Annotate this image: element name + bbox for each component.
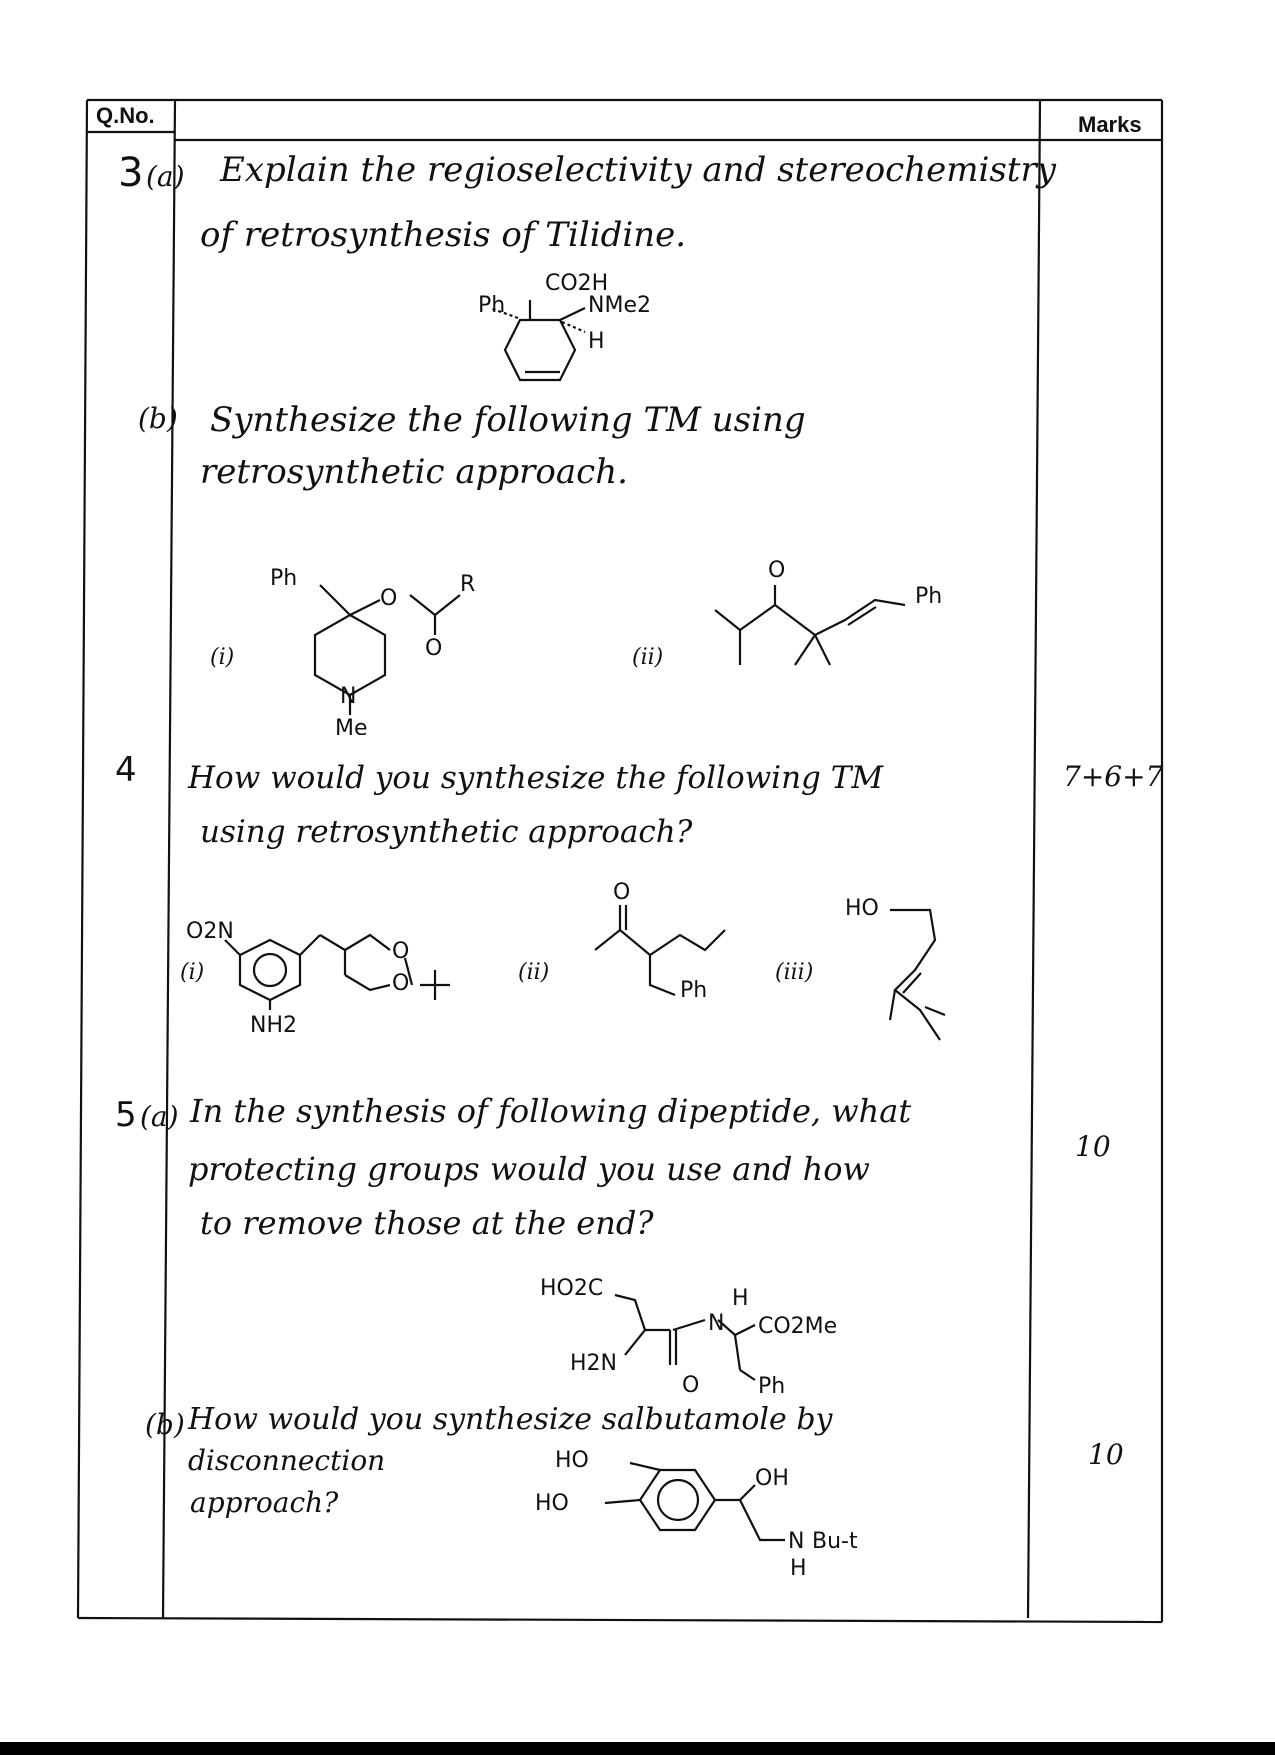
q4-i-o2: O: [392, 971, 410, 996]
q4-line2: using retrosynthetic approach?: [200, 814, 693, 850]
q3b-ii-structure: [700, 555, 970, 685]
q5b-line2: disconnection: [188, 1444, 386, 1477]
q3b-i-o1: O: [380, 586, 398, 611]
q4-ii-label: (ii): [518, 960, 550, 985]
q5a-line2: protecting groups would you use and how: [188, 1150, 870, 1188]
q4-i-structure: [180, 900, 470, 1040]
q4-ii-o: O: [613, 880, 631, 905]
q5b-line1: How would you synthesize salbutamole by: [188, 1402, 833, 1437]
q5b-label: (b): [145, 1408, 185, 1441]
q4-iii-label: (iii): [775, 960, 814, 985]
q4-ii-ph: Ph: [680, 978, 708, 1003]
q4-line1: How would you synthesize the following TM: [188, 760, 884, 796]
q5a-label: (a): [140, 1100, 179, 1133]
tilidine-co2h: CO2H: [545, 271, 609, 296]
dipeptide-h2n: H2N: [570, 1351, 617, 1376]
q3a-line2: of retrosynthesis of Tilidine.: [200, 215, 687, 255]
dipeptide-nh-h: H: [732, 1286, 749, 1311]
q3a-line1: Explain the regioselectivity and stereochemistry: [220, 150, 1056, 190]
salbutamol-n: N: [788, 1529, 805, 1554]
q3b-line1: Synthesize the following TM using: [210, 400, 806, 440]
q3b-i-label: (i): [210, 645, 235, 670]
q4-iii-structure: [845, 885, 975, 1060]
question-4-number: 4: [115, 750, 137, 790]
tilidine-h: H: [588, 329, 605, 354]
salbutamol-ho1: HO: [555, 1448, 589, 1473]
dipeptide-co2me: CO2Me: [758, 1314, 838, 1339]
q5a-line3: to remove those at the end?: [200, 1204, 654, 1242]
dipeptide-ho2c: HO2C: [540, 1276, 604, 1301]
q3b-i-me: Me: [335, 716, 368, 735]
q4-i-label: (i): [180, 960, 205, 985]
tilidine-nme2: NMe2: [588, 293, 651, 318]
q3b-i-o2: O: [425, 636, 443, 661]
header-marks: Marks: [1078, 112, 1142, 137]
q3b-label: (b): [138, 402, 178, 435]
q4-i-o1: O: [392, 939, 410, 964]
question-3-number: 3: [118, 150, 144, 196]
q4-marks: 7+6+7: [1063, 760, 1164, 793]
dipeptide-ph: Ph: [758, 1374, 786, 1399]
q5a-marks: 10: [1075, 1130, 1111, 1163]
q4-i-nh2: NH2: [250, 1013, 297, 1038]
scan-bottom-edge: [0, 1742, 1275, 1755]
q3a-label: (a): [146, 160, 185, 193]
q3b-ii-ph: Ph: [915, 584, 943, 609]
salbutamol-bu: Bu-t: [812, 1529, 858, 1554]
q5a-line1: In the synthesis of following dipeptide, what: [190, 1092, 912, 1130]
dipeptide-o: O: [682, 1373, 700, 1398]
question-5-number: 5: [115, 1095, 137, 1135]
tilidine-structure: [460, 270, 700, 400]
q5b-line3: approach?: [190, 1486, 339, 1519]
tilidine-ph: Ph: [478, 293, 506, 318]
dipeptide-n: N: [708, 1311, 725, 1336]
salbutamol-h: H: [790, 1556, 807, 1581]
q3b-i-structure: [260, 555, 520, 735]
q3b-ii-label: (ii): [632, 645, 664, 670]
header-qno: Q.No.: [96, 103, 155, 128]
q3b-i-ph: Ph: [270, 566, 298, 591]
q3b-i-r: R: [460, 572, 476, 597]
q4-iii-ho: HO: [845, 896, 879, 921]
salbutamol-structure: [530, 1445, 910, 1595]
q3b-i-n: N: [340, 684, 357, 709]
q3b-line2: retrosynthetic approach.: [200, 452, 628, 492]
salbutamol-ho2: HO: [535, 1491, 569, 1516]
q4-i-no2: O2N: [186, 919, 234, 944]
q5b-marks: 10: [1088, 1438, 1124, 1471]
q4-ii-structure: [580, 875, 760, 1005]
q3b-ii-o: O: [768, 558, 786, 583]
salbutamol-oh: OH: [755, 1466, 789, 1491]
